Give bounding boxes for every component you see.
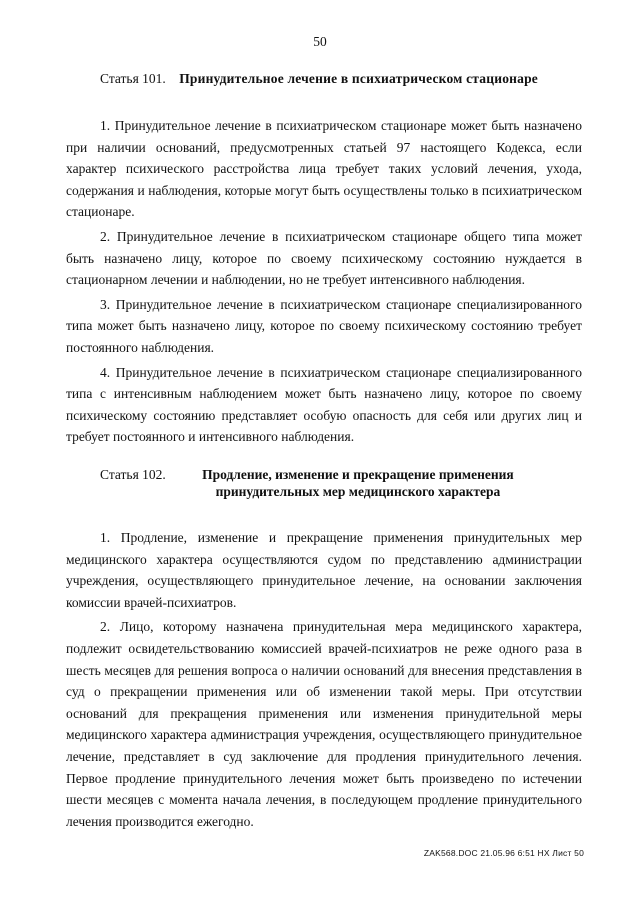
document-footer: ZAK568.DOC 21.05.96 6:51 НХ Лист 50 xyxy=(423,848,584,858)
article-101-heading xyxy=(100,70,580,87)
article-101-paragraph-1: 1. Принудительное лечение в психиатрическом стационаре может быть назначено при наличии оснований, предусмотренных статьей 97 настоящего Кодекса, если характер психического расстройства лица требует таких условий лечения, ухода, содержания и наблюдения, которые могут быть осуществлены только в психиатрическом стационаре. xyxy=(66,118,582,220)
article-102-body xyxy=(66,527,582,835)
page-number: 50 xyxy=(313,34,327,49)
article-102-number: Статья 102. xyxy=(100,467,166,482)
article-102-paragraph-2: 2. Лицо, которому назначена принудительная мера медицинского характера, подлежит освидетельствованию комиссией врачей-психиатров не реже одного раза в шесть месяцев для решения вопроса о наличии оснований для внесения представления в суд о прекращении применения или об изменении такой меры. При отсутствии оснований для прекращения применения или изменения принудительной меры медицинского характера администрация учреждения, осуществляющего принудительное лечение, представляет в суд заключение для продления принудительного лечения. Первое продление принудительного лечения может быть произведено по истечении шести месяцев с момента начала лечения, в последующем продление принудительного лечения производится ежегодно. xyxy=(66,619,582,829)
article-102-title-line-1: Продление, изменение и прекращение применения xyxy=(202,467,514,482)
article-101-body xyxy=(66,115,582,451)
article-101-paragraph-3: 3. Принудительное лечение в психиатрическом стационаре специализированного типа может быть назначено лицу, которое по своему психическому состоянию требует постоянного наблюдения. xyxy=(66,296,582,355)
article-102-title-line-2: принудительных мер медицинского характера xyxy=(215,484,501,499)
article-102-heading xyxy=(100,466,580,500)
article-101-paragraph-4: 4. Принудительное лечение в психиатрическом стационаре специализированного типа с интенсивным наблюдением может быть назначено лицу, которое по своему психическому состоянию представляет особую опасность для себя или других лиц и требует постоянного и интенсивного наблюдения. xyxy=(66,364,582,445)
article-101-number: Статья 101. xyxy=(100,71,166,86)
article-101-paragraph-2: 2. Принудительное лечение в психиатрическом стационаре общего типа может быть назначено лицу, которое по своему психическому состоянию нуждается в стационарном лечении и наблюдении, но не требует интенсивного наблюдения. xyxy=(66,228,582,288)
article-102-paragraph-1: 1. Продление, изменение и прекращение применения принудительных мер медицинского характера осуществляются судом по представлению администрации учреждения, осуществляющего принудительное лечение, на основании заключения комиссии врачей-психиатров. xyxy=(66,530,582,610)
article-101-title: Принудительное лечение в психиатрическом стационаре xyxy=(179,71,538,86)
